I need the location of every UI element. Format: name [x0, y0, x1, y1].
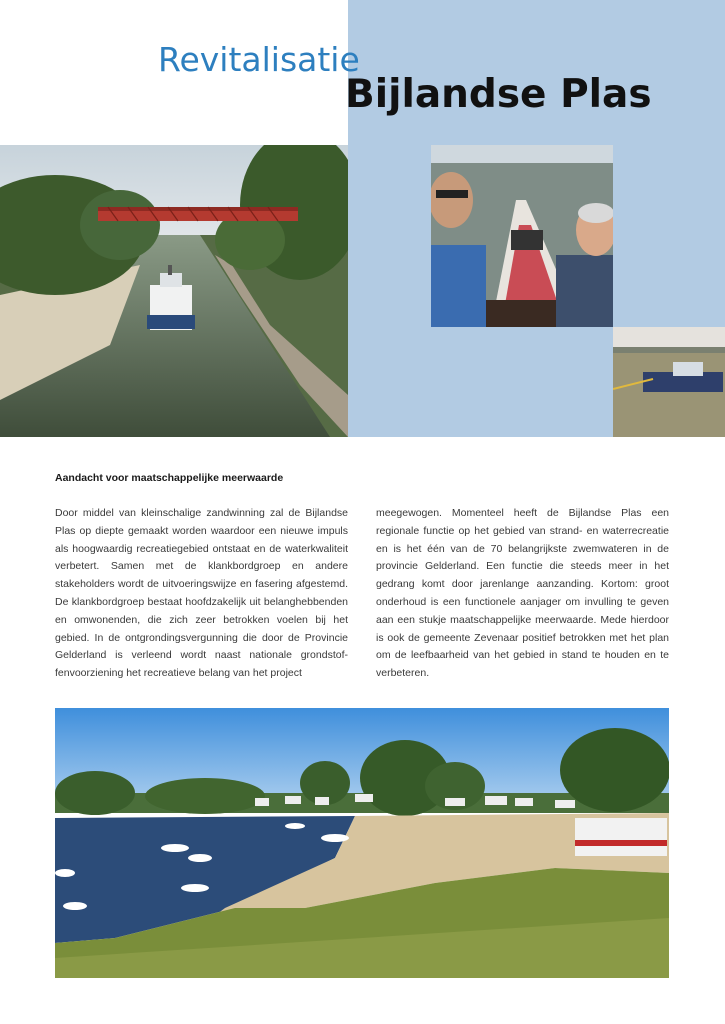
river-ship-illustration [0, 145, 348, 437]
article-column-right: meegewogen. Momenteel heeft de Bijlandse Plas een regionale functie op het gebied van strand- en waterrecreatie en is het één van de 70 belangrijkste zwemwateren in de provincie Gelderland. Een functie die steeds meer in het gedrang komt door jarenlange aanzanding. Kortom: groot onderhoud is een functionele aanjager om invulling te geven aan een stukje maatschappelijke meerwaarde. Mede hierdoor is ook de gemeente Zevenaar positief betrokken met het plan om de leefbaarheid van het gebied in stand te houden en te verbeteren. [376, 507, 669, 680]
pontoon-illustration [613, 327, 725, 437]
photo-beach-recreation [55, 708, 669, 978]
photo-boat-passengers [431, 145, 613, 327]
title-bijlandse-plas: Bijlandse Plas [345, 72, 652, 117]
beach-illustration [55, 708, 669, 978]
article-column-left: Door middel van kleinschalige zandwinning zal de Bijlandse Plas op diepte gemaakt worden waardoor een nieuwe impuls als hoogwaardig recreatiegebied ontstaat en de waterkwaliteit verbetert. Samen met de klankbordgroep en andere stakeholders wordt de uitvoeringswijze en fasering afgestemd. De klankbordgroep bestaat hoofdzakelijk uit belanghebbenden en omwonenden, die zich zeer betrokken voelen bij het gebied. In de ontgrondingsvergunning die door de Provincie Gelderland is verleend wordt naast nationale grondstoffenvoorziening het recreatieve belang van het project [55, 507, 348, 680]
photo-river-ship [0, 145, 348, 437]
title-revitalisatie: Revitalisatie [158, 40, 360, 79]
article-subheading: Aandacht voor maatschappelijke meerwaarde [55, 472, 284, 484]
boat-passengers-illustration [431, 145, 613, 327]
photo-dredging-pontoon [613, 327, 725, 437]
